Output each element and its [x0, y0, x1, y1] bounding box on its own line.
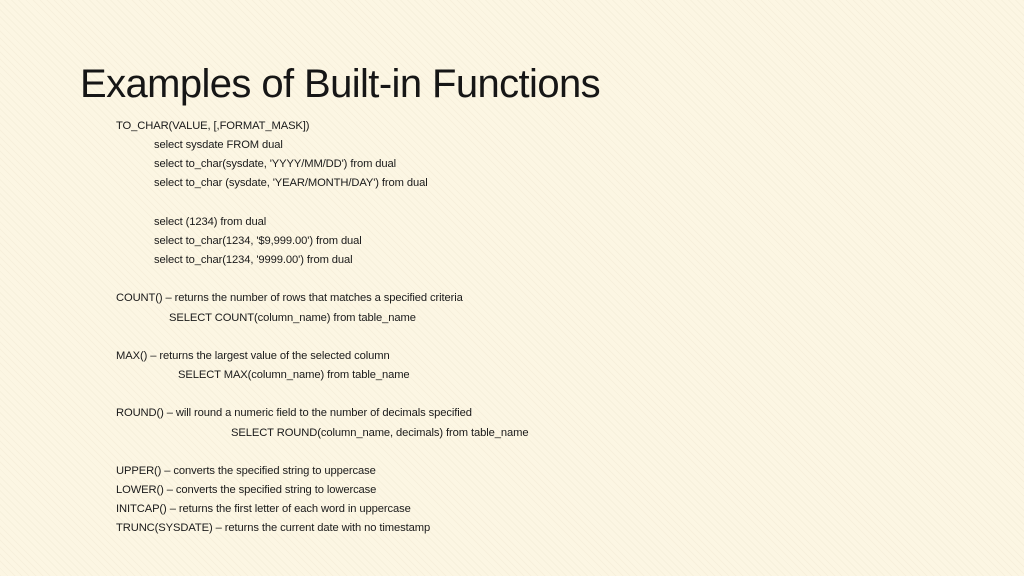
count-description: COUNT() – returns the number of rows that matches a specified criteria	[116, 292, 463, 305]
to-char-example-2: select to_char(sysdate, 'YYYY/MM/DD') from dual	[154, 158, 397, 171]
upper-description: UPPER() – converts the specified string to uppercase	[116, 464, 376, 477]
spacer	[116, 270, 996, 289]
spacer	[116, 328, 996, 347]
max-description: MAX() – returns the largest value of the selected column	[116, 349, 390, 362]
spacer	[116, 443, 996, 462]
to-char-example-6: select to_char(1234, '9999.00') from dual	[154, 254, 353, 267]
spacer	[116, 194, 996, 213]
to-char-example-5: select to_char(1234, '$9,999.00') from dual	[154, 234, 362, 247]
max-example: SELECT MAX(column_name) from table_name	[178, 369, 410, 382]
to-char-example-3: select to_char (sysdate, 'YEAR/MONTH/DAY') from dual	[154, 177, 428, 190]
round-example: SELECT ROUND(column_name, decimals) from table_name	[231, 426, 529, 439]
to-char-example-4: select (1234) from dual	[154, 215, 267, 228]
count-example: SELECT COUNT(column_name) from table_name	[169, 311, 416, 324]
slide-body	[116, 117, 996, 538]
spacer	[116, 385, 996, 404]
initcap-description: INITCAP() – returns the first letter of each word in uppercase	[116, 503, 411, 516]
trunc-description: TRUNC(SYSDATE) – returns the current date with no timestamp	[116, 522, 431, 535]
to-char-example-1: select sysdate FROM dual	[154, 139, 283, 152]
lower-description: LOWER() – converts the specified string to lowercase	[116, 483, 377, 496]
to-char-heading: TO_CHAR(VALUE, [,FORMAT_MASK])	[116, 120, 310, 132]
slide-title: Examples of Built-in Functions	[80, 62, 601, 106]
round-description: ROUND() – will round a numeric field to the number of decimals specified	[116, 407, 472, 420]
